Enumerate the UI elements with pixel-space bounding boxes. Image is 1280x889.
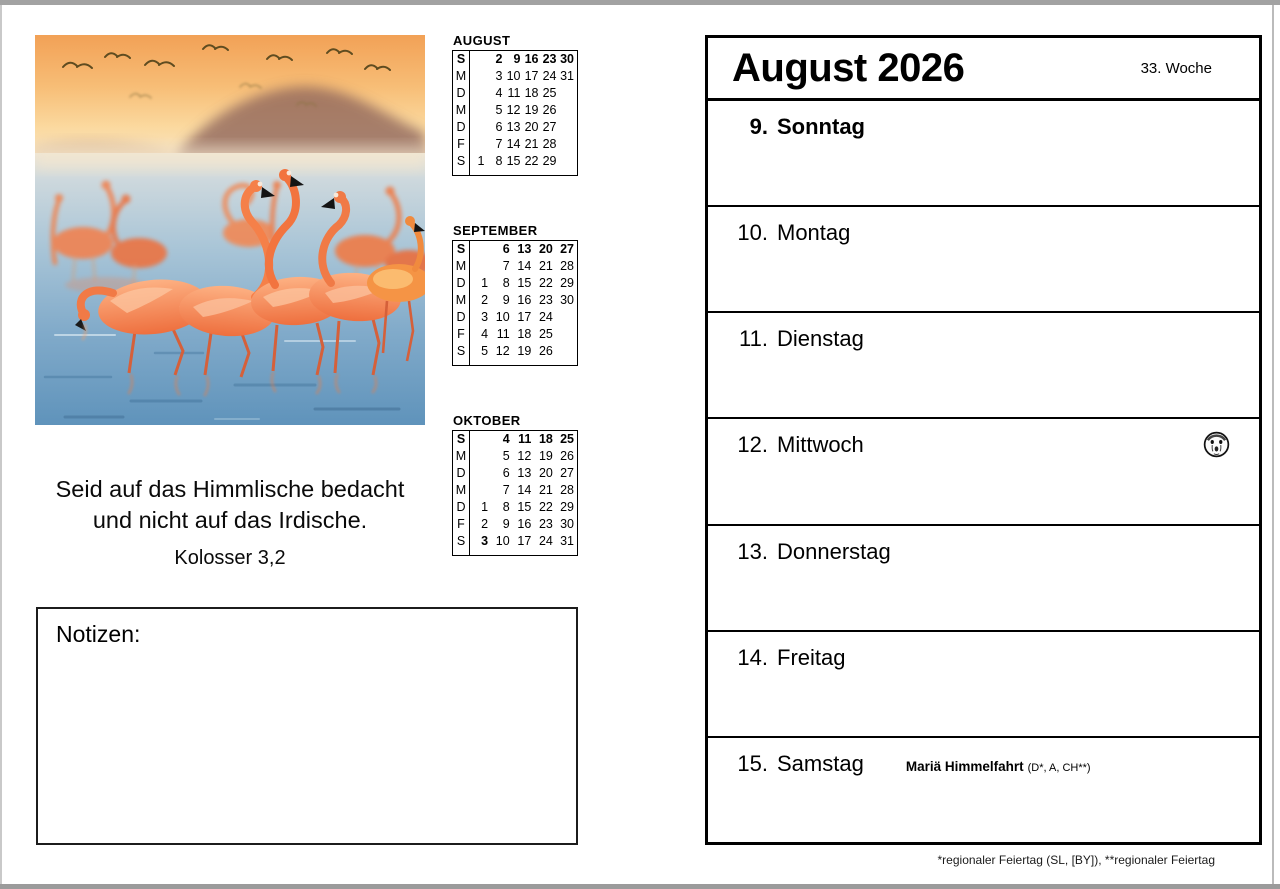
day-cell (560, 153, 578, 176)
day-cell: 14 (517, 483, 532, 497)
day-cell: 3 (481, 534, 489, 548)
day-cell: 21 (538, 483, 553, 497)
day-cell: 24 (538, 310, 553, 324)
day-cell: 18 (524, 86, 539, 100)
day-cell (470, 258, 492, 275)
day-name: Freitag (777, 644, 846, 670)
mini-calendar-row (453, 102, 578, 119)
mini-calendar-row (453, 482, 578, 499)
day-cell: 16 (517, 517, 532, 531)
mini-calendar-row (453, 275, 578, 292)
day-cell: 6 (502, 242, 510, 256)
day-name: Samstag (777, 750, 864, 776)
day-cell: 28 (560, 483, 574, 497)
day-cell: 22 (538, 276, 553, 290)
day-cell: 25 (560, 432, 574, 446)
day-label (708, 326, 1259, 352)
planner-header (708, 38, 1259, 101)
page-edge-top (0, 0, 1280, 5)
weekday-letter: M (453, 68, 470, 85)
day-cell (470, 102, 488, 119)
mini-calendar-row (453, 51, 578, 69)
day-cell: 20 (524, 120, 539, 134)
day-cell (560, 136, 578, 153)
mini-calendar-row (453, 533, 578, 556)
day-cell: 27 (560, 466, 574, 480)
day-cell: 27 (560, 242, 574, 256)
day-cell: 23 (538, 293, 553, 307)
day-cell: 13 (506, 120, 521, 134)
notes-label: Notizen: (56, 621, 141, 647)
day-cell: 20 (538, 242, 553, 256)
verse-reference: Kolosser 3,2 (174, 547, 286, 569)
page-edge-bottom (0, 884, 1280, 889)
bible-verse (35, 474, 425, 574)
day-row-montag (708, 207, 1259, 313)
mini-calendar-september (452, 223, 579, 366)
weekday-letter: D (453, 499, 470, 516)
weekday-letter: D (453, 119, 470, 136)
day-cell (470, 431, 492, 449)
day-cell: 4 (481, 327, 489, 341)
day-cell: 2 (481, 293, 489, 307)
day-cell (470, 68, 488, 85)
day-cell: 10 (495, 534, 510, 548)
day-label (708, 539, 1259, 565)
day-cell (560, 102, 578, 119)
day-cell: 7 (495, 137, 503, 151)
day-cell: 26 (560, 449, 574, 463)
day-cell: 26 (542, 103, 557, 117)
day-number: 11. (739, 326, 768, 352)
mini-calendar-row (453, 326, 578, 343)
day-cell (470, 241, 492, 259)
weekday-letter: S (453, 431, 470, 449)
day-cell: 16 (524, 52, 539, 66)
day-cell: 24 (542, 69, 557, 83)
day-cell: 21 (538, 259, 553, 273)
day-cell: 15 (506, 154, 521, 168)
day-cell: 6 (502, 466, 510, 480)
flamingo-photo-graphic (35, 35, 425, 425)
day-cell: 8 (495, 154, 503, 168)
day-cell: 12 (495, 344, 510, 358)
mini-calendar-grid (452, 240, 578, 366)
mini-calendar-row (453, 343, 578, 366)
day-cell: 5 (502, 449, 510, 463)
mini-calendar-row (453, 516, 578, 533)
day-label (708, 645, 1259, 671)
day-cell (560, 119, 578, 136)
day-cell: 19 (524, 103, 539, 117)
day-cell: 1 (481, 276, 489, 290)
day-cell: 7 (502, 483, 510, 497)
day-cell: 5 (481, 344, 489, 358)
day-cell: 28 (560, 259, 574, 273)
day-cell: 15 (517, 276, 532, 290)
day-cell: 3 (481, 310, 489, 324)
mini-calendar-title: SEPTEMBER (453, 223, 538, 238)
day-row-sonntag (708, 101, 1259, 207)
day-cell (470, 482, 492, 499)
mini-calendar-row (453, 119, 578, 136)
day-row-donnerstag (708, 526, 1259, 632)
weekday-letter: S (453, 51, 470, 69)
page-edge-left (0, 5, 2, 884)
day-cell: 2 (495, 52, 503, 66)
mini-calendar-row (453, 241, 578, 259)
day-cell: 13 (517, 242, 532, 256)
weekday-letter: M (453, 292, 470, 309)
weekday-letter: D (453, 309, 470, 326)
day-cell: 25 (538, 327, 553, 341)
day-name: Mittwoch (777, 432, 864, 458)
day-cell: 9 (513, 52, 521, 66)
day-cell: 5 (495, 103, 503, 117)
mini-calendar-row (453, 499, 578, 516)
day-name: Dienstag (777, 326, 864, 352)
day-number: 14. (737, 644, 768, 670)
weekday-letter: F (453, 326, 470, 343)
mini-calendar-row (453, 465, 578, 482)
day-cell (556, 309, 578, 326)
day-number: 15. (737, 750, 768, 776)
holiday-regions: (D*, A, CH**) (1027, 761, 1091, 774)
weekday-letter: S (453, 241, 470, 259)
weekday-letter: D (453, 465, 470, 482)
day-cell: 28 (542, 137, 557, 151)
day-cell: 29 (542, 154, 557, 168)
day-cell: 7 (502, 259, 510, 273)
day-cell: 6 (495, 120, 503, 134)
mini-calendar-title: AUGUST (453, 33, 511, 48)
mini-calendar-row (453, 309, 578, 326)
mini-calendar-grid (452, 50, 578, 176)
page-edge-right (1272, 5, 1274, 884)
weekday-letter: F (453, 136, 470, 153)
mini-calendar-oktober (452, 413, 579, 556)
holiday-footnote: *regionaler Feiertag (SL, [BY]), **regionaler Feiertag (937, 853, 1215, 867)
day-cell: 1 (481, 500, 489, 514)
mini-calendars (452, 0, 582, 889)
day-cell: 18 (517, 327, 532, 341)
day-number: 10. (737, 220, 768, 246)
day-cell (556, 343, 578, 366)
day-cell: 11 (507, 86, 521, 100)
day-cell: 4 (495, 86, 503, 100)
weekday-letter: F (453, 516, 470, 533)
day-cell (470, 136, 488, 153)
weekday-letter: S (453, 153, 470, 176)
weekday-letter: D (453, 85, 470, 102)
day-cell: 20 (538, 466, 553, 480)
day-cell: 12 (506, 103, 521, 117)
day-cell: 26 (538, 344, 553, 358)
day-cell (556, 326, 578, 343)
mini-calendar-row (453, 153, 578, 176)
weekly-planner (705, 35, 1262, 845)
day-cell: 11 (518, 432, 532, 446)
day-label (708, 432, 1259, 458)
day-cell: 19 (517, 344, 532, 358)
day-label (708, 751, 1259, 777)
day-cell: 30 (560, 517, 574, 531)
mini-calendar-row (453, 258, 578, 275)
day-cell (560, 85, 578, 102)
day-row-samstag (708, 738, 1259, 842)
day-cell: 31 (560, 69, 574, 83)
day-cell: 15 (517, 500, 532, 514)
day-cell: 12 (517, 449, 532, 463)
day-cell: 22 (524, 154, 539, 168)
day-cell: 25 (542, 86, 557, 100)
mini-calendar-title: OKTOBER (453, 413, 521, 428)
day-cell: 19 (538, 449, 553, 463)
mini-calendar-row (453, 431, 578, 449)
weekday-letter: S (453, 533, 470, 556)
day-cell: 17 (517, 310, 532, 324)
weekday-letter: M (453, 448, 470, 465)
weekday-letter: M (453, 102, 470, 119)
day-cell: 11 (496, 327, 510, 341)
day-cell: 23 (538, 517, 553, 531)
day-row-freitag (708, 632, 1259, 738)
day-cell: 31 (560, 534, 574, 548)
mini-calendar-row (453, 136, 578, 153)
day-cell: 18 (538, 432, 553, 446)
day-cell: 14 (506, 137, 521, 151)
day-label (708, 220, 1259, 246)
day-cell (470, 85, 488, 102)
day-number: 12. (737, 432, 768, 458)
mini-calendar-row (453, 448, 578, 465)
day-cell: 8 (502, 276, 510, 290)
day-cell (470, 119, 488, 136)
mini-calendar-row (453, 68, 578, 85)
day-name: Donnerstag (777, 538, 891, 564)
day-cell: 1 (477, 154, 485, 168)
day-row-dienstag (708, 313, 1259, 419)
weekday-letter: M (453, 258, 470, 275)
day-number: 13. (737, 538, 768, 564)
day-row-mittwoch (708, 419, 1259, 525)
day-cell: 16 (517, 293, 532, 307)
day-cell (470, 448, 492, 465)
verse-line-2: und nicht auf das Irdische. (92, 507, 368, 533)
mini-calendar-row (453, 85, 578, 102)
day-name: Montag (777, 220, 851, 246)
day-cell: 29 (560, 500, 574, 514)
day-cell: 9 (502, 517, 510, 531)
day-cell: 10 (506, 69, 521, 83)
day-cell (470, 51, 488, 69)
day-cell: 17 (517, 534, 532, 548)
day-cell: 3 (495, 69, 503, 83)
weekday-letter: D (453, 275, 470, 292)
day-cell: 14 (517, 259, 532, 273)
full-moon-icon (1203, 431, 1230, 458)
flamingo-photo (35, 35, 425, 425)
mini-calendar-row (453, 292, 578, 309)
weekday-letter: S (453, 343, 470, 366)
day-cell: 23 (542, 52, 557, 66)
day-cell (470, 465, 492, 482)
verse-line-1: Seid auf das Himmlische bedacht (55, 476, 405, 502)
month-title: August 2026 (732, 45, 965, 90)
day-cell: 22 (538, 500, 553, 514)
day-cell: 30 (560, 293, 574, 307)
week-number: 33. Woche (1140, 59, 1212, 77)
holiday-name: Mariä Himmelfahrt (905, 758, 1024, 774)
day-cell: 10 (495, 310, 510, 324)
mini-calendar-august (452, 33, 579, 176)
day-cell: 27 (542, 120, 557, 134)
day-cell: 9 (502, 293, 510, 307)
mini-calendar-grid (452, 430, 578, 556)
day-cell: 8 (502, 500, 510, 514)
day-cell: 13 (517, 466, 532, 480)
day-cell: 24 (538, 534, 553, 548)
day-name: Sonntag (777, 114, 865, 139)
planner-rows (708, 101, 1259, 842)
day-cell: 30 (560, 52, 574, 66)
day-cell: 21 (524, 137, 539, 151)
day-cell: 4 (502, 432, 510, 446)
weekday-letter: M (453, 482, 470, 499)
day-number: 9. (749, 114, 768, 139)
day-cell: 29 (560, 276, 574, 290)
day-cell: 2 (481, 517, 489, 531)
day-label (708, 114, 1259, 140)
day-cell: 17 (524, 69, 539, 83)
